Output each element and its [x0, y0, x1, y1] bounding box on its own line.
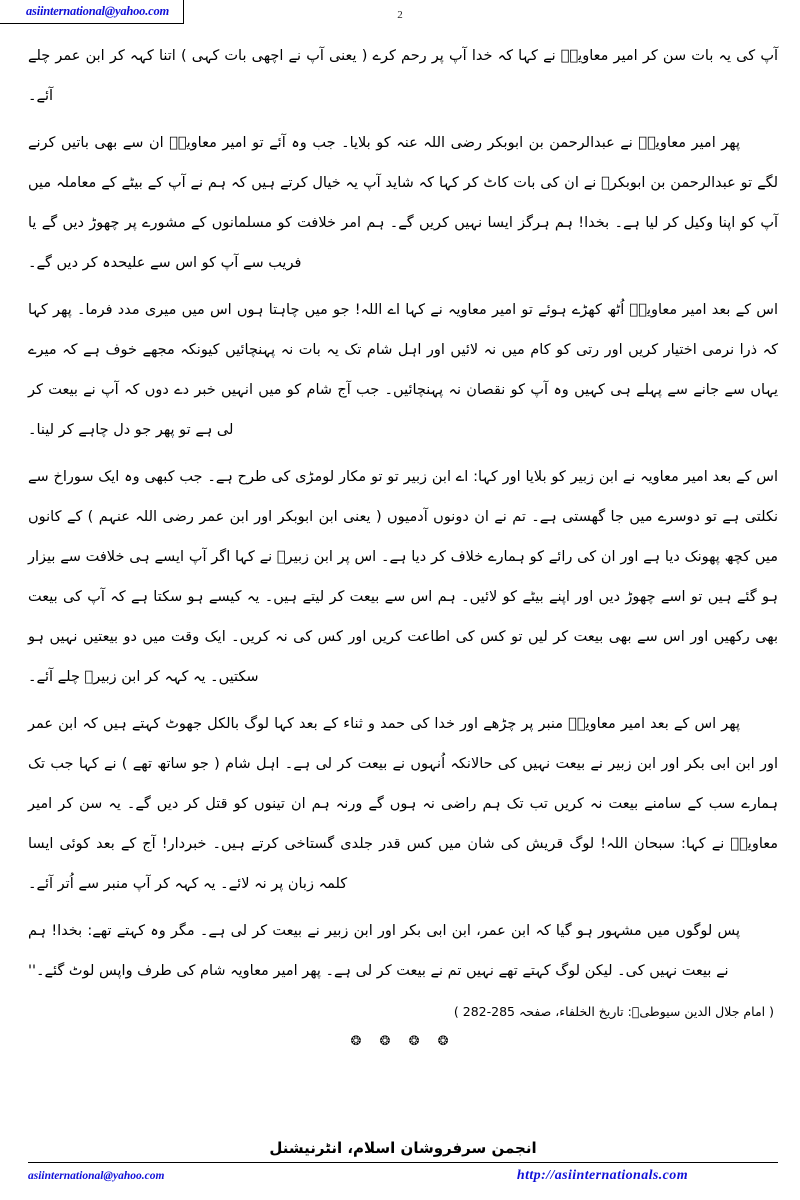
- page-footer: [28, 1137, 778, 1184]
- header-email-link[interactable]: asiinternational@yahoo.com: [26, 4, 170, 18]
- body-paragraph: پس لوگوں میں مشہور ہو گیا کہ ابن عمر، ابن ابی بکر اور ابن زبیر نے بیعت کر لی ہے۔ مگر وہ کہتے تھے: بخدا! ہم نے بیعت نہیں کی۔ لیکن لوگ کہتے تھے نہیں تم نے بیعت کر لی ہے۔ پھر امیر معاویہ شام کی طرف واپس لوٹ گئے۔'': [28, 923, 740, 979]
- page-number: 2: [397, 9, 403, 21]
- section-ornament-divider: ❂ ❂ ❂ ❂: [350, 1034, 456, 1049]
- footer-organization-name: انجمن سرفروشان اسلام، انٹرنیشنل: [269, 1139, 537, 1157]
- body-paragraph: پھر اس کے بعد امیر معاویہؓ منبر پر چڑھے اور خدا کی حمد و ثناء کے بعد کہا لوگ بالکل جھوٹ کہتے ہیں کہ ابن عمر اور ابن ابی بکر اور ابن زبیر نے بیعت نہیں کی حالانکہ اُنہوں نے بیعت کر لی ہے۔ اہل شام ( جو ساتھ تھے ) نے کہا جب تک ہمارے سب کے سامنے بیعت نہ کریں تب تک ہم راضی نہ ہوں گے ورنہ ہم ان تینوں کو قتل کر دیں گے۔ یہ سن کر امیر معاویہؓ نے کہا: سبحان اللہ! لوگ قریش کی شان میں کس قدر جلدی گستاخی کرتے ہیں۔ خبردار! آج کے بعد کوئی ایسا کلمہ زبان پر نہ لائے۔ یہ کہہ کر آپ منبر سے اُتر آئے۔: [28, 716, 778, 892]
- page-header: [0, 0, 800, 30]
- document-body: [28, 36, 778, 1114]
- source-citation: ( امام جلال الدین سیوطیؒ: تاریخ الخلفاء، صفحہ 285-282 ): [453, 1004, 774, 1019]
- footer-website-link[interactable]: http://asiinternationals.com: [516, 1168, 688, 1183]
- body-paragraph: آپ کی یہ بات سن کر امیر معاویہؓ نے کہا کہ خدا آپ پر رحم کرے ( یعنی آپ نے اچھی بات کہی ) اتنا کہہ کر ابن عمر چلے آئے۔: [28, 48, 778, 104]
- body-paragraph: اس کے بعد امیر معاویہ نے ابن زبیر کو بلایا اور کہا: اے ابن زبیر تو تو مکار لومڑی کی طرح ہے۔ جب کبھی وہ ایک سوراخ سے نکلتی ہے تو دوسرے میں جا گھستی ہے۔ تم نے ان دونوں آدمیوں ( یعنی ابن ابوبکر اور ابن عمر رضی اللہ عنہم ) کے کانوں میں کچھ پھونک دیا ہے اور ان کی رائے کو ہمارے خلاف کر دیا ہے۔ اس پر ابن زبیرؓ نے کہا اگر آپ ایسے ہی خلافت سے بیزار ہو گئے ہیں تو اسے چھوڑ دیں اور اپنے بیٹے کو لائیں۔ ہم اس سے بیعت کر لیتے ہیں۔ یہ کیسے ہو سکتا ہے کہ آپ کی بیعت بھی رکھیں اور اس سے بھی بیعت کر لیں تو کس کی اطاعت کریں اور کس کی نہ کریں۔ ایک وقت میں دو بیعتیں نہیں ہو سکتیں۔ یہ کہہ کر ابن زبیرؓ چلے آئے۔: [28, 469, 778, 685]
- footer-email-link[interactable]: asiinternational@yahoo.com: [28, 1170, 165, 1182]
- footer-divider: [28, 1162, 778, 1163]
- body-paragraph: اس کے بعد امیر معاویہؓ اُٹھ کھڑے ہوئے تو امیر معاویہ نے کہا اے اللہ! جو میں چاہتا ہوں اس میں میری مدد فرما۔ پھر کہا کہ ذرا نرمی اختیار کریں اور رتی کو کام میں نہ لائیں اور اہل شام تک یہ بات نہ پہنچائیں کیونکہ مجھے خوف ہے کہ میرے یہاں سے جانے سے پہلے ہی کہیں وہ آپ کو نقصان نہ پہنچائیں۔ جب آج شام کو میں انہیں خبر دے دوں کہ آپ نے بیعت کر لی ہے تو پھر جو دل چاہے کر لینا۔: [28, 302, 778, 438]
- footer-links: [28, 1168, 778, 1184]
- body-paragraph: پھر امیر معاویہؓ نے عبدالرحمن بن ابوبکر رضی اللہ عنہ کو بلایا۔ جب وہ آئے تو امیر معاویہؓ ان سے بھی باتیں کرنے لگے تو عبدالرحمن بن ابوبکرؓ نے ان کی بات کاٹ کر کہا کہ شاید آپ یہ خیال کرتے ہیں کہ ہم نے آپ کے بیٹے کے معاملہ میں آپ کو اپنا وکیل کر لیا ہے۔ بخدا! ہم ہرگز ایسا نہیں کریں گے۔ ہم امر خلافت کو مسلمانوں کے مشورے پر چھوڑ دیں گے یا فریب سے آپ کو اس سے علیحدہ کر دیں گے۔: [28, 135, 778, 271]
